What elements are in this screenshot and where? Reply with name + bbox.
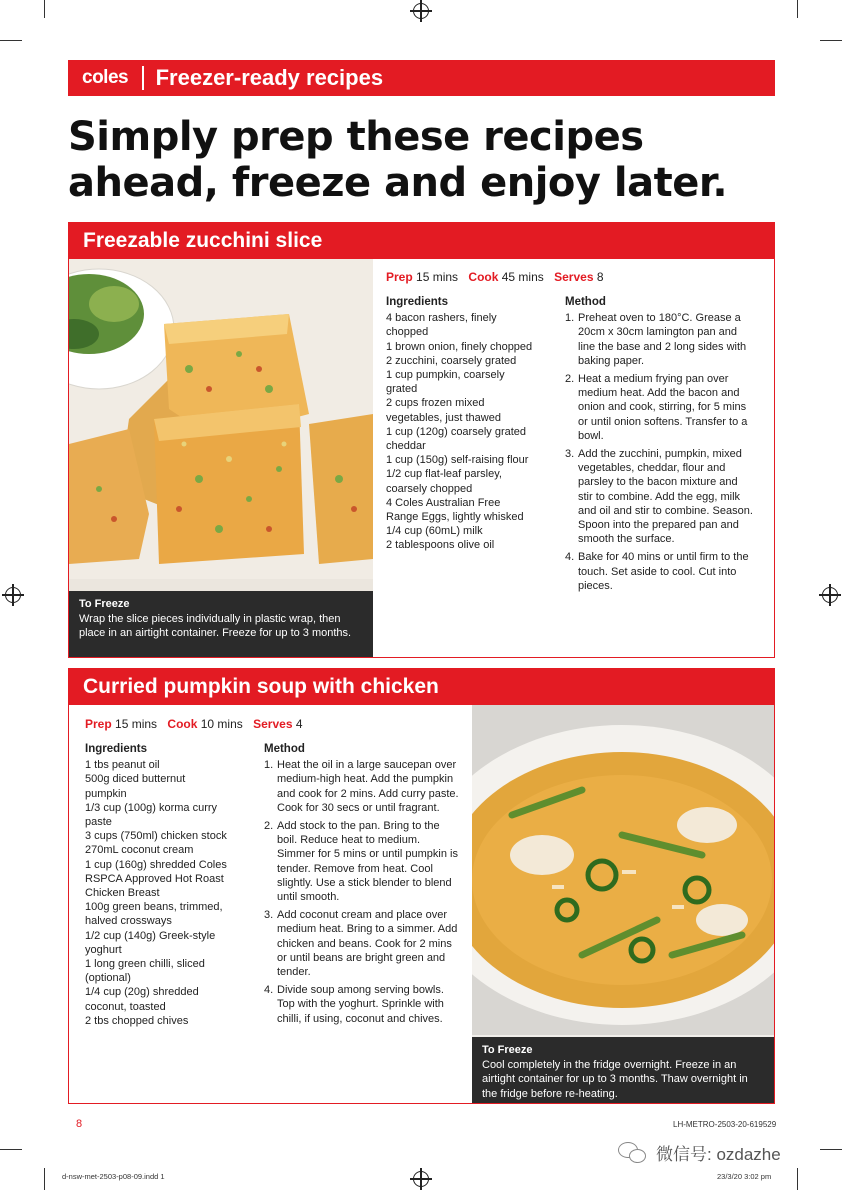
ingredient-item: 1 cup pumpkin, coarsely	[386, 369, 505, 382]
cook-time: 10 mins	[200, 717, 243, 731]
recipe-curried-pumpkin-soup	[68, 668, 775, 1104]
to-freeze-title: To Freeze	[482, 1044, 533, 1056]
to-freeze-text: Wrap the slice pieces individually in plastic wrap, then place in an airtight container. Freeze for up to 3 months.	[79, 612, 352, 639]
method-list	[565, 311, 755, 593]
registration-mark-icon	[822, 587, 838, 603]
ingredient-item: 2 zucchini, coarsely grated	[386, 354, 517, 367]
ingredient-item: 3 cups (750ml) chicken stock	[85, 830, 227, 843]
crop-mark	[797, 1168, 798, 1190]
recipe-meta	[85, 717, 310, 731]
step-text: Preheat oven to 180°C. Grease a 20cm x 30cm lamington pan and line the base and 2 long sides with baking paper.	[578, 312, 747, 367]
ingredients-heading: Ingredients	[85, 743, 147, 755]
ingredient-item: yoghurt	[85, 943, 122, 956]
crop-mark	[0, 1149, 22, 1150]
step-number: 1.	[264, 759, 274, 772]
ingredient-item: 1/4 cup (20g) shredded	[85, 986, 199, 999]
cook-label: Cook	[167, 717, 198, 731]
ingredients-list	[85, 758, 255, 1028]
recipe-meta	[386, 270, 611, 284]
ingredients-list	[386, 311, 556, 552]
step-number: 4.	[565, 551, 575, 564]
ingredient-item: chopped	[386, 326, 429, 339]
file-slug: d-nsw-met-2503-p08-09.indd 1	[62, 1172, 165, 1181]
crop-mark	[44, 0, 45, 18]
method-heading: Method	[264, 743, 305, 755]
step-text: Heat a medium frying pan over medium heat. Add the bacon and onion and cook, stirring, for 5 mins or until onion softens. Transfer to a bowl.	[578, 373, 748, 442]
registration-mark-icon	[5, 587, 21, 603]
step-number: 2.	[565, 373, 575, 386]
crop-mark	[0, 40, 22, 41]
method-step	[565, 311, 755, 368]
ingredient-item: 270mL coconut cream	[85, 844, 194, 857]
prep-label: Prep	[85, 717, 112, 731]
step-number: 4.	[264, 984, 274, 997]
recipe-zucchini-slice	[68, 222, 775, 658]
step-text: Add stock to the pan. Bring to the boil. Reduce heat to medium. Simmer for 5 mins or until pumpkin is tender. Remove from heat. Cool slightly. Use a stick blender to blend until smooth.	[277, 820, 458, 904]
recipe-title: Curried pumpkin soup with chicken	[69, 669, 774, 705]
wechat-label: 微信号: ozdazhe	[656, 1145, 781, 1164]
headline-line-1: Simply prep these recipes	[68, 114, 644, 160]
job-code: LH-METRO-2503-20-619529	[673, 1120, 777, 1129]
coles-logo: coles	[82, 67, 129, 88]
prep-time: 15 mins	[416, 270, 459, 284]
ingredient-item: 4 Coles Australian Free	[386, 496, 501, 509]
method-step	[565, 447, 755, 546]
crop-mark	[820, 1149, 842, 1150]
ingredient-item: cheddar	[386, 440, 426, 453]
ingredient-item: 2 cups frozen mixed	[386, 397, 485, 410]
ingredient-item: 1/2 cup flat-leaf parsley,	[386, 468, 502, 481]
ingredient-item: 2 tbs chopped chives	[85, 1014, 189, 1027]
ingredient-item: 1 cup (150g) self-raising flour	[386, 454, 529, 467]
ingredient-item: (optional)	[85, 972, 131, 985]
headline-line-2: ahead, freeze and enjoy later.	[68, 160, 728, 206]
step-text: Add the zucchini, pumpkin, mixed vegetables, cheddar, flour and parsley to the bacon mixture and stir to combine. Add the egg, milk and oil and stir to combine. Season. Spoon into the prepared pan and smooth the surface.	[578, 448, 753, 546]
wechat-watermark	[618, 1140, 781, 1165]
ingredient-item: 1/4 cup (60mL) milk	[386, 525, 483, 538]
serves-count: 8	[596, 270, 604, 284]
crop-mark	[797, 0, 798, 18]
method-step	[264, 758, 460, 815]
ingredient-item: 1 long green chilli, sliced	[85, 958, 205, 971]
cook-label: Cook	[468, 270, 499, 284]
page-number: 8	[76, 1118, 83, 1130]
header-divider	[142, 66, 144, 90]
step-text: Divide soup among serving bowls. Top with the yoghurt. Sprinkle with chilli, if using, coconut and chives.	[277, 984, 444, 1025]
step-number: 1.	[565, 312, 575, 325]
header-bar	[68, 60, 775, 96]
print-timestamp: 23/3/20 3:02 pm	[717, 1172, 772, 1181]
registration-mark-icon	[413, 1171, 429, 1187]
prep-label: Prep	[386, 270, 413, 284]
step-text: Add coconut cream and place over medium heat. Bring to a simmer. Add chicken and beans. Cook for 2 mins or until beans are bright green and tender.	[277, 909, 458, 979]
step-text: Bake for 40 mins or until firm to the touch. Set aside to cool. Cut into pieces.	[578, 551, 749, 592]
ingredient-item: 4 bacon rashers, finely	[386, 312, 497, 325]
cook-time: 45 mins	[501, 270, 544, 284]
ingredient-item: 1 cup (160g) shredded Coles	[85, 858, 227, 871]
section-title: Freezer-ready recipes	[155, 65, 384, 90]
ingredient-item: 1/3 cup (100g) korma curry	[85, 801, 218, 814]
method-step	[264, 819, 460, 904]
method-step	[565, 550, 755, 593]
step-number: 2.	[264, 820, 274, 833]
step-text: Heat the oil in a large saucepan over medium-high heat. Add the pumpkin and cook for 2 mins. Add curry paste. Cook for 30 secs or until fragrant.	[277, 759, 459, 814]
method-step	[264, 908, 460, 979]
ingredient-item: Range Eggs, lightly whisked	[386, 511, 524, 524]
ingredients-heading: Ingredients	[386, 296, 448, 308]
serves-label: Serves	[554, 270, 594, 284]
prep-time: 15 mins	[115, 717, 158, 731]
ingredient-item: pumpkin	[85, 787, 127, 800]
ingredient-item: paste	[85, 816, 112, 829]
ingredient-item: coarsely chopped	[386, 482, 473, 495]
ingredient-item: 500g diced butternut	[85, 773, 186, 786]
to-freeze-box	[472, 1037, 774, 1103]
crop-mark	[44, 1168, 45, 1190]
step-number: 3.	[565, 448, 575, 461]
ingredient-item: halved crossways	[85, 915, 172, 928]
method-heading: Method	[565, 296, 606, 308]
method-step	[264, 983, 460, 1026]
recipe-title: Freezable zucchini slice	[69, 223, 774, 259]
ingredient-item: 1 brown onion, finely chopped	[386, 340, 533, 353]
method-list	[264, 758, 460, 1026]
method-column	[264, 742, 460, 1030]
ingredient-item: RSPCA Approved Hot Roast	[85, 872, 224, 885]
to-freeze-title: To Freeze	[79, 598, 130, 610]
method-step	[565, 372, 755, 443]
serves-label: Serves	[253, 717, 293, 731]
to-freeze-text: Cool completely in the fridge overnight. Freeze in an airtight container for up to 3 months. Thaw overnight in the fridge before re-heating.	[482, 1058, 748, 1100]
ingredient-item: 2 tablespoons olive oil	[386, 539, 495, 552]
ingredient-item: coconut, toasted	[85, 1000, 166, 1013]
ingredient-item: vegetables, just thawed	[386, 411, 501, 424]
ingredient-item: 1 tbs peanut oil	[85, 759, 160, 772]
step-number: 3.	[264, 909, 274, 922]
ingredient-item: Chicken Breast	[85, 887, 160, 900]
method-column	[565, 295, 755, 597]
wechat-icon	[618, 1142, 648, 1164]
registration-mark-icon	[413, 3, 429, 19]
page-headline	[68, 114, 788, 206]
serves-count: 4	[295, 717, 303, 731]
crop-mark	[820, 40, 842, 41]
to-freeze-box	[69, 591, 373, 657]
ingredients-column	[386, 295, 556, 553]
ingredients-column	[85, 742, 255, 1028]
ingredient-item: 1 cup (120g) coarsely grated	[386, 425, 527, 438]
ingredient-item: grated	[386, 383, 418, 396]
ingredient-item: 100g green beans, trimmed,	[85, 901, 223, 914]
ingredient-item: 1/2 cup (140g) Greek-style	[85, 929, 216, 942]
